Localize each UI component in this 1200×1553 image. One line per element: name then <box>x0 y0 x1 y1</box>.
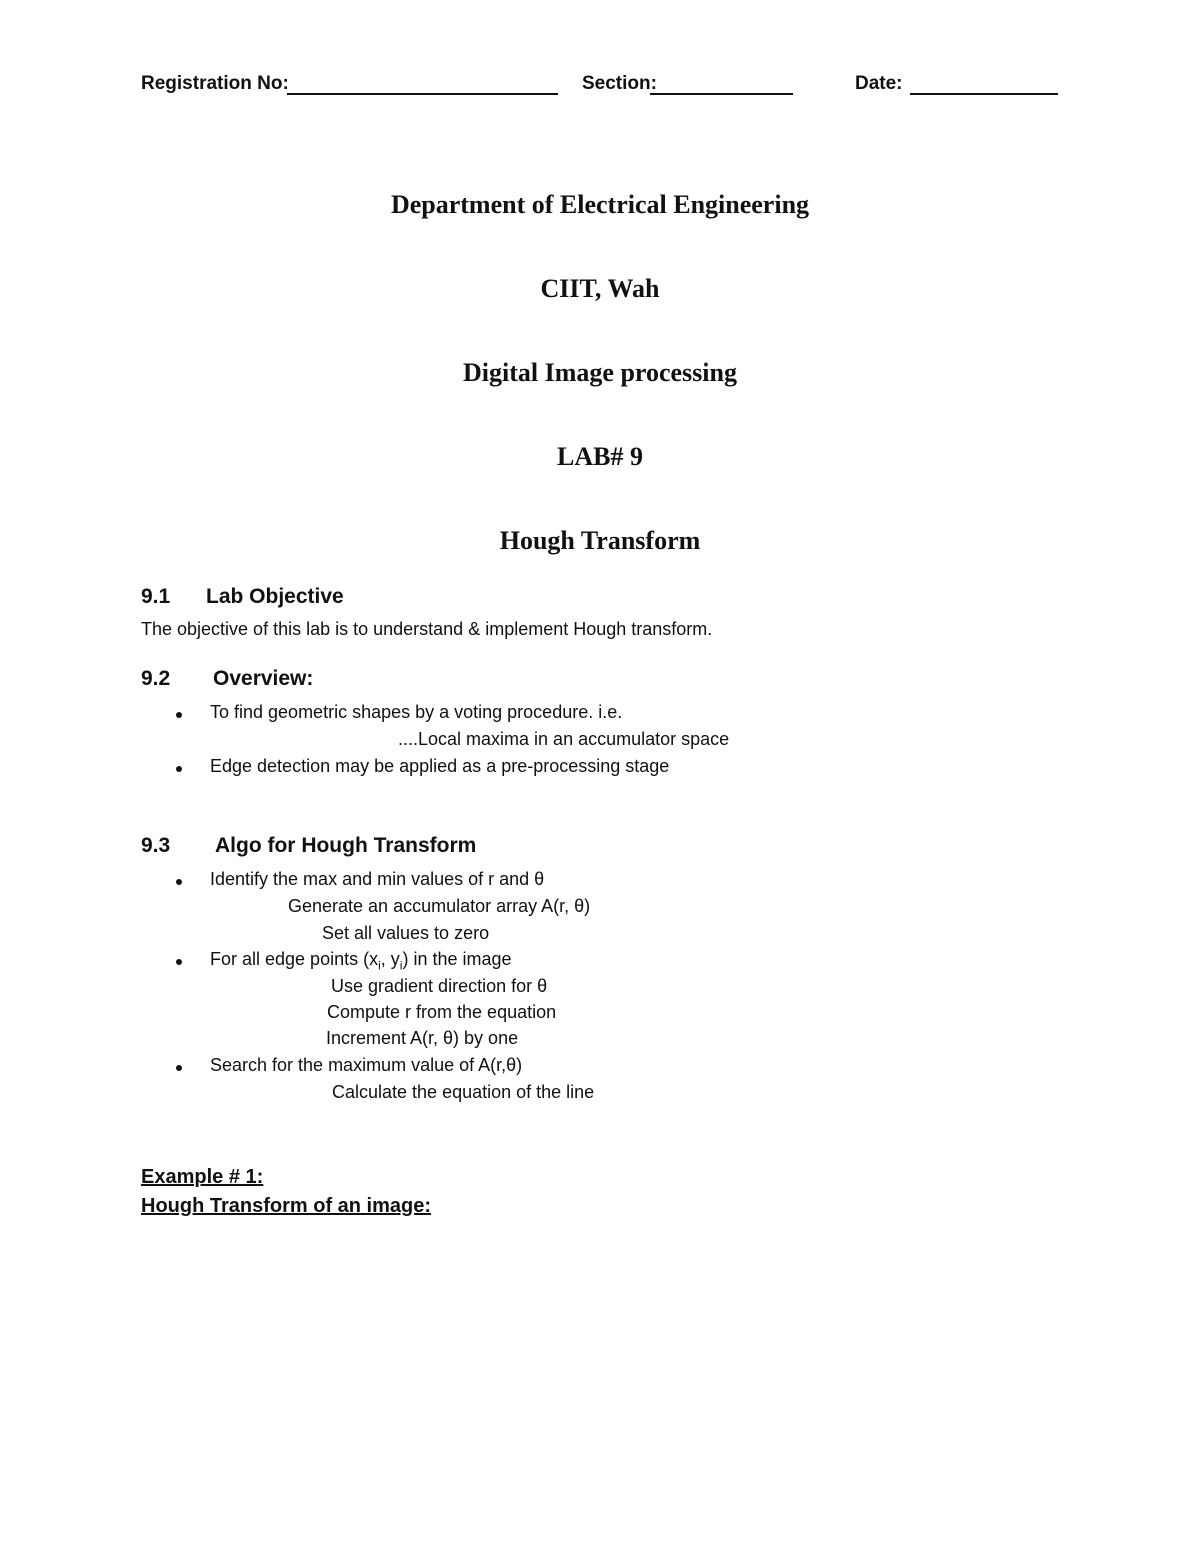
algo-bullet-2-sub-1: Use gradient direction for θ <box>331 976 548 996</box>
overview-bullet-1-sub: ....Local maxima in an accumulator space <box>398 729 730 749</box>
overview-bullet-1: To find geometric shapes by a voting procedure. i.e. <box>210 702 623 722</box>
example-label: Example # 1: <box>141 1166 264 1188</box>
bullet-icon <box>176 1065 182 1071</box>
department-title: Department of Electrical Engineering <box>390 190 810 219</box>
algo-bullet-2-sub-3: Increment A(r, θ) by one <box>326 1028 519 1048</box>
section-9-1-number: 9.1 <box>141 585 171 608</box>
section-blank <box>650 93 793 95</box>
algo-bullet-1-sub-2: Set all values to zero <box>322 923 490 943</box>
bullet-icon <box>176 959 182 965</box>
topic-title: Hough Transform <box>499 526 701 555</box>
section-9-3-title: Algo for Hough Transform <box>215 834 477 857</box>
registration-label: Registration No: <box>141 73 289 94</box>
institute-title: CIIT, Wah <box>540 274 660 303</box>
section-9-3-number: 9.3 <box>141 834 171 857</box>
algo-bullet-1: Identify the max and min values of r and θ <box>210 869 545 889</box>
course-title: Digital Image processing <box>463 358 737 387</box>
algo-bullet-3: Search for the maximum value of A(r,θ) <box>210 1055 523 1075</box>
bullet-icon <box>176 712 182 718</box>
section-9-2-number: 9.2 <box>141 667 171 690</box>
algo-bullet-3-sub-1: Calculate the equation of the line <box>332 1082 595 1102</box>
objective-text: The objective of this lab is to understand & implement Hough transform. <box>141 619 713 639</box>
date-blank <box>910 93 1058 95</box>
date-label: Date: <box>855 73 903 94</box>
bullet-icon <box>176 766 182 772</box>
overview-bullet-2: Edge detection may be applied as a pre-processing stage <box>210 756 670 776</box>
example-subtitle: Hough Transform of an image: <box>141 1195 432 1217</box>
algo-bullet-2-sub-2: Compute r from the equation <box>327 1002 557 1022</box>
section-label: Section: <box>582 73 657 94</box>
algo-bullet-1-sub-1: Generate an accumulator array A(r, θ) <box>288 896 591 916</box>
bullet-icon <box>176 879 182 885</box>
section-9-2-title: Overview: <box>213 667 314 690</box>
section-9-1-title: Lab Objective <box>206 585 344 608</box>
registration-blank <box>287 93 558 95</box>
lab-title: LAB# 9 <box>557 442 643 471</box>
algo-bullet-2: For all edge points ($x_i$, $y_i$) in the image <box>210 949 512 973</box>
